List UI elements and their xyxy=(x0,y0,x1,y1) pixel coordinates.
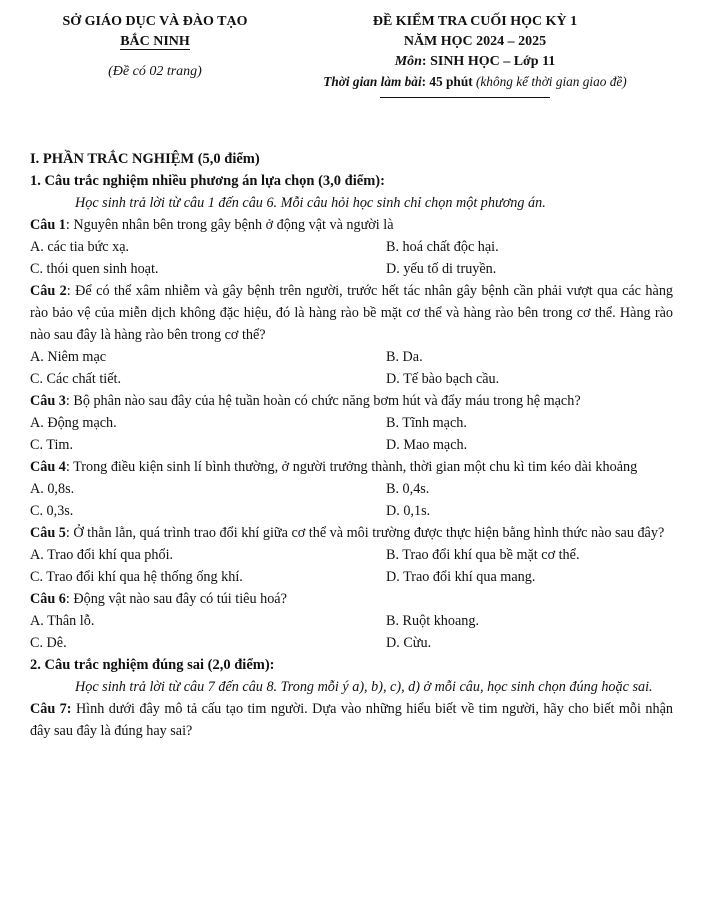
exam-title: ĐỀ KIỂM TRA CUỐI HỌC KỲ 1 xyxy=(372,14,578,29)
part2-instruction: Học sinh trả lời từ câu 7 đến câu 8. Trong mỗi ý a), b), c), d) ở mỗi câu, học sinh chọn đúng hoặc sai. xyxy=(75,679,653,695)
subject-line xyxy=(270,52,680,72)
question-number: Câu 5 xyxy=(30,525,66,541)
answer-options xyxy=(30,544,673,588)
answer-option: B. Tĩnh mạch. xyxy=(386,415,467,431)
answer-option: D. Tế bào bạch cầu. xyxy=(386,371,500,387)
question-7 xyxy=(30,698,673,742)
time-value: : 45 phút xyxy=(421,74,473,89)
answer-option: C. 0,3s. xyxy=(30,503,74,519)
header-right xyxy=(270,12,680,92)
question-number: Câu 7: xyxy=(30,701,72,717)
answer-option: A. 0,8s. xyxy=(30,481,75,497)
question-number: Câu 4 xyxy=(30,459,66,475)
answer-option: C. Dê. xyxy=(30,635,67,651)
answer-option: C. thói quen sinh hoạt. xyxy=(30,261,159,277)
question-3 xyxy=(30,390,673,456)
time-note: (không kể thời gian giao đề) xyxy=(472,74,627,89)
answer-option: C. Trao đổi khí qua hệ thống ống khí. xyxy=(30,569,243,585)
answer-option: B. 0,4s. xyxy=(386,481,430,497)
school-year: NĂM HỌC 2024 – 2025 xyxy=(403,34,547,49)
answer-option: B. hoá chất độc hại. xyxy=(386,239,499,255)
question-number: Câu 1 xyxy=(30,217,66,233)
question-text: : Bộ phân nào sau đây của hệ tuần hoàn có chức năng bơm hút và đẩy máu trong hệ mạch? xyxy=(65,393,581,409)
part1-instruction: Học sinh trả lời từ câu 1 đến câu 6. Mỗi câu hỏi học sinh chỉ chọn một phương án. xyxy=(75,195,546,211)
question-stem xyxy=(30,456,673,478)
answer-option: A. Thân lỗ. xyxy=(30,613,95,629)
header-left xyxy=(30,12,280,82)
answer-option: C. Tim. xyxy=(30,437,73,453)
answer-options xyxy=(30,610,673,654)
answer-option: D. Cừu. xyxy=(386,635,432,651)
answer-option: D. 0,1s. xyxy=(386,503,431,519)
answer-options xyxy=(30,412,673,456)
question-2 xyxy=(30,280,673,390)
page-count-note: (Đề có 02 trang) xyxy=(108,64,202,79)
question-stem xyxy=(30,390,673,412)
question-stem xyxy=(30,214,673,236)
question-text: : Nguyên nhân bên trong gây bệnh ở động vật và người là xyxy=(65,217,394,233)
question-text: : Để có thể xâm nhiễm và gây bệnh trên người, trước hết tác nhân gây bệnh cần phải vượt qua các hàng rào bảo vệ của miễn dịch không đặc hiệu, đó là hàng rào bề mặt cơ thể và hàng rào bên trong cơ thể. Hàng rào nào sau đây là hàng rào bên trong cơ thể? xyxy=(30,283,674,343)
answer-option: B. Ruột khoang. xyxy=(386,613,480,629)
answer-options xyxy=(30,236,673,280)
question-1 xyxy=(30,214,673,280)
section-title: I. PHẦN TRẮC NGHIỆM (5,0 điểm) xyxy=(30,151,260,167)
subject-value: : SINH HỌC – Lớp 11 xyxy=(421,54,556,69)
answer-option: A. Động mạch. xyxy=(30,415,117,431)
time-label: Thời gian làm bài xyxy=(323,74,422,89)
question-4 xyxy=(30,456,673,522)
header-divider xyxy=(380,97,550,98)
part2-title: 2. Câu trắc nghiệm đúng sai (2,0 điểm): xyxy=(30,657,275,673)
answer-options xyxy=(30,478,673,522)
answer-option: A. các tia bức xạ. xyxy=(30,239,130,255)
province-name: BẮC NINH xyxy=(120,34,190,49)
answer-option: D. yếu tố di truyền. xyxy=(386,261,497,277)
department-name: SỞ GIÁO DỤC VÀ ĐÀO TẠO xyxy=(62,14,248,29)
question-5 xyxy=(30,522,673,588)
answer-option: A. Trao đổi khí qua phổi. xyxy=(30,547,174,563)
question-text: : Trong điều kiện sinh lí bình thường, ở người trưởng thành, thời gian một chu kì tim kéo dài khoảng xyxy=(65,459,638,475)
question-number: Câu 6 xyxy=(30,591,66,607)
subject-label: Môn xyxy=(394,54,422,69)
question-number: Câu 3 xyxy=(30,393,66,409)
answer-option: B. Da. xyxy=(386,349,423,365)
answer-option: D. Trao đổi khí qua mang. xyxy=(386,569,536,585)
answer-option: A. Niêm mạc xyxy=(30,349,107,365)
question-stem xyxy=(30,280,673,346)
question-6 xyxy=(30,588,673,654)
answer-option: B. Trao đổi khí qua bề mặt cơ thể. xyxy=(386,547,580,563)
question-text: : Ở thằn lằn, quá trình trao đổi khí giữa cơ thể và môi trường được thực hiện bằng hình thức nào sau đây? xyxy=(65,525,665,541)
answer-option: D. Mao mạch. xyxy=(386,437,468,453)
question-stem xyxy=(30,588,673,610)
answer-options xyxy=(30,346,673,390)
time-line xyxy=(270,72,680,92)
part1-title: 1. Câu trắc nghiệm nhiều phương án lựa chọn (3,0 điểm): xyxy=(30,173,385,189)
question-number: Câu 2 xyxy=(30,283,67,299)
question-text: : Động vật nào sau đây có túi tiêu hoá? xyxy=(65,591,287,607)
exam-content xyxy=(30,148,673,742)
question-stem xyxy=(30,522,673,544)
question-text: Hình dưới đây mô tả cấu tạo tim người. Dựa vào những hiểu biết về tim người, hãy cho biết mỗi nhận đây sau đây là đúng hay sai? xyxy=(30,701,673,739)
answer-option: C. Các chất tiết. xyxy=(30,371,122,387)
question-list xyxy=(30,214,673,654)
